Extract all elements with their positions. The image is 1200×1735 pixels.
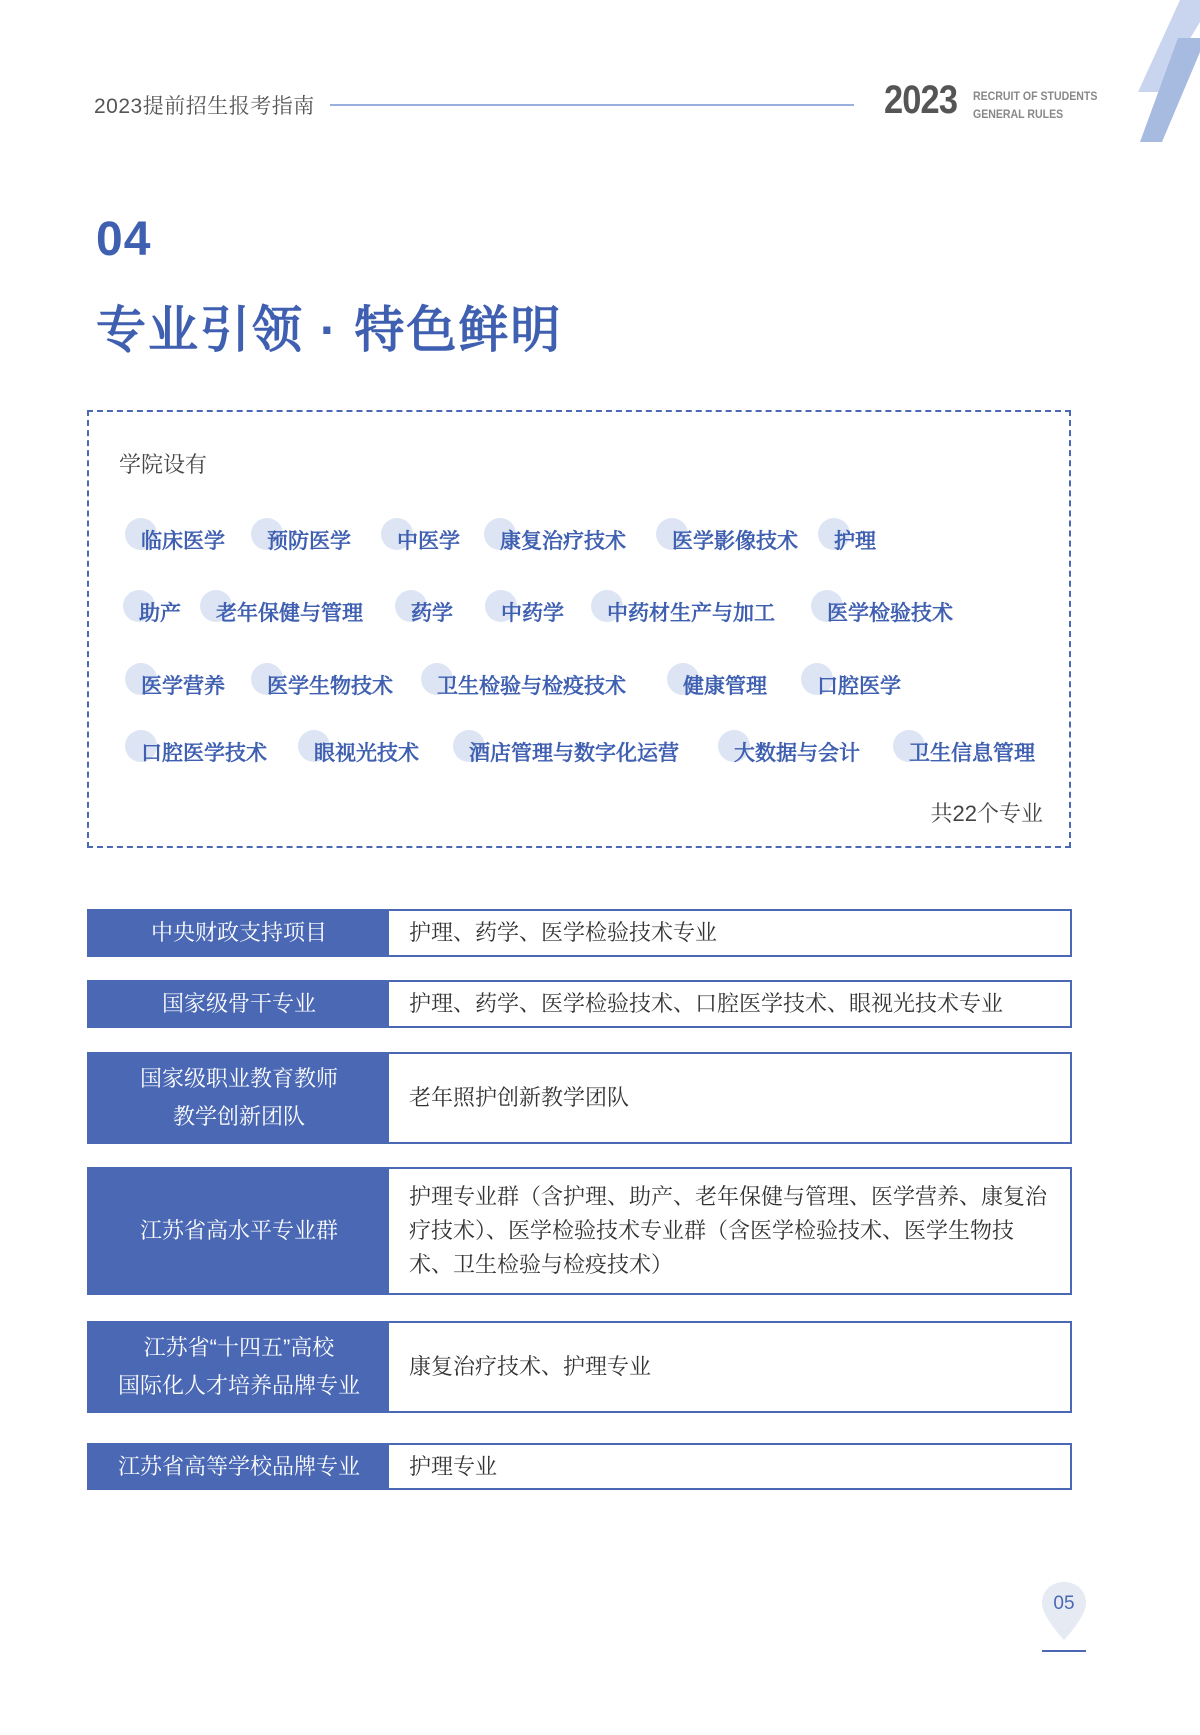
honor-row [87, 1167, 1072, 1295]
header-divider [330, 104, 854, 106]
honor-row [87, 980, 1072, 1028]
honor-value: 护理专业群（含护理、助产、老年保健与管理、医学营养、康复治疗技术）、医学检验技术专业群（含医学检验技术、医学生物技术、卫生检验与检疫技术） [409, 1184, 1048, 1277]
honor-label-line: 国家级职业教育教师 [139, 1066, 338, 1091]
major-item: 护理 [834, 525, 876, 555]
major-item: 中医学 [397, 525, 460, 555]
major-item: 健康管理 [683, 670, 767, 700]
page-number: 05 [1053, 1593, 1075, 1614]
major-item: 医学生物技术 [267, 670, 393, 700]
header-subtitle-line1: RECRUIT OF STUDENTS [973, 89, 1098, 103]
corner-stripes-decoration [1100, 0, 1200, 150]
honor-row [87, 909, 1072, 957]
section-number: 04 [96, 213, 152, 266]
major-item: 助产 [139, 597, 181, 627]
major-item: 卫生检验与检疫技术 [437, 670, 626, 700]
major-item: 预防医学 [267, 525, 351, 555]
major-item: 中药学 [501, 597, 564, 627]
honor-row [87, 1443, 1072, 1490]
major-item: 卫生信息管理 [909, 737, 1035, 767]
major-item: 康复治疗技术 [500, 525, 626, 555]
major-item: 临床医学 [141, 525, 225, 555]
majors-total: 共22个专业 [930, 801, 1043, 826]
page-number-underline [1042, 1650, 1086, 1652]
major-item: 中药材生产与加工 [607, 597, 775, 627]
honor-value: 老年照护创新教学团队 [409, 1085, 630, 1110]
majors-intro: 学院设有 [119, 452, 208, 477]
honor-label: 江苏省高等学校品牌专业 [89, 1445, 389, 1488]
honor-label: 国家级骨干专业 [89, 982, 389, 1026]
honor-label-line: 国际化人才培养品牌专业 [117, 1373, 360, 1398]
header-subtitle-line2: GENERAL RULES [973, 107, 1064, 121]
major-item: 口腔医学 [817, 670, 901, 700]
major-item: 酒店管理与数字化运营 [469, 737, 679, 767]
honor-label [89, 1054, 389, 1142]
honor-value: 护理专业 [409, 1453, 498, 1479]
major-item: 大数据与会计 [734, 737, 860, 767]
honor-row [87, 1321, 1072, 1413]
major-item: 老年保健与管理 [216, 597, 363, 627]
honor-label-line: 江苏省“十四五”高校 [143, 1335, 335, 1360]
honor-value: 护理、药学、医学检验技术专业 [409, 920, 718, 945]
honor-label [89, 1323, 389, 1411]
major-item: 口腔医学技术 [141, 737, 267, 767]
major-item: 药学 [411, 597, 453, 627]
honor-label: 中央财政支持项目 [89, 911, 389, 955]
major-item: 医学检验技术 [827, 597, 953, 627]
guide-title: 2023提前招生报考指南 [94, 95, 315, 118]
honor-value: 康复治疗技术、护理专业 [409, 1354, 652, 1379]
section-title: 专业引领 · 特色鲜明 [96, 302, 563, 358]
major-item: 眼视光技术 [314, 737, 419, 767]
honor-label: 江苏省高水平专业群 [89, 1169, 389, 1293]
header-year: 2023 [884, 78, 958, 122]
major-item: 医学影像技术 [672, 525, 798, 555]
header-subtitle [973, 87, 1097, 123]
honor-row [87, 1052, 1072, 1144]
majors-box [87, 410, 1071, 848]
honor-label-line: 教学创新团队 [172, 1104, 305, 1129]
major-item: 医学营养 [141, 670, 225, 700]
honor-value: 护理、药学、医学检验技术、口腔医学技术、眼视光技术专业 [409, 991, 1004, 1016]
